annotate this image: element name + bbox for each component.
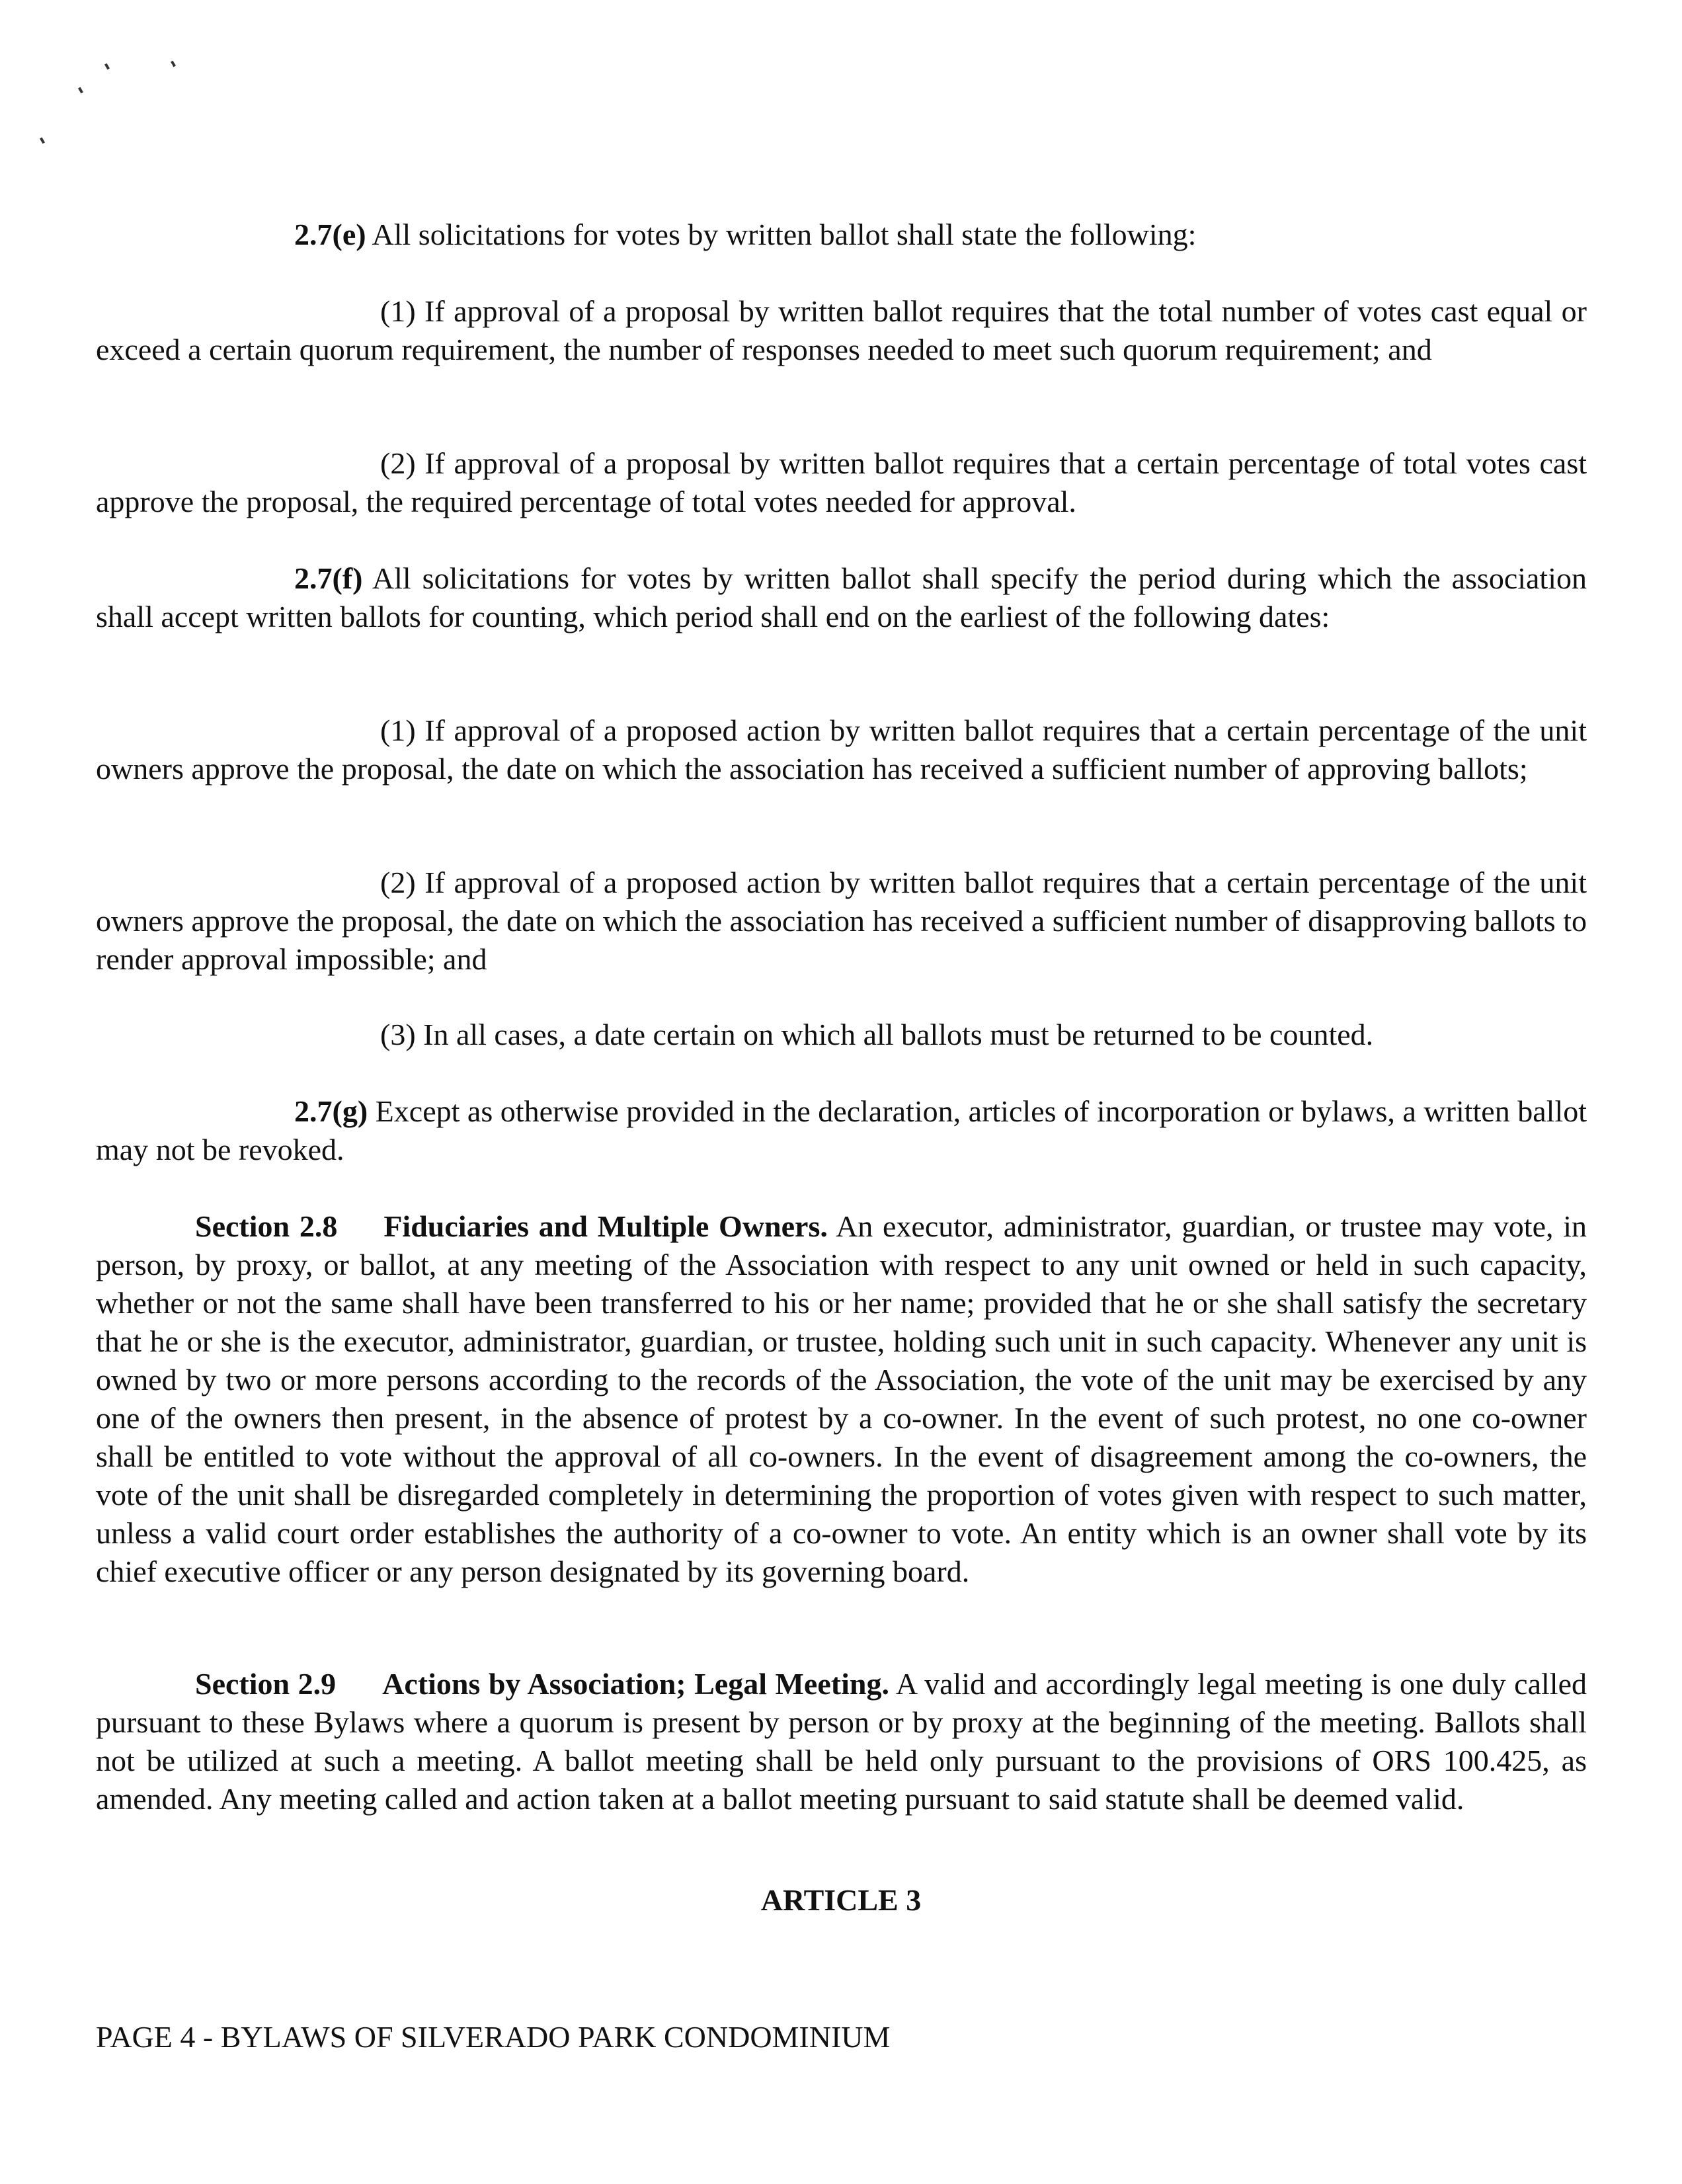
paragraph-2-7g (96, 1092, 1587, 1169)
paragraph-2-7e-2: (2) If approval of a proposal by written ballot requires that a certain percentage of total votes cast approve the proposal, the required percentage of total votes needed for approval. (96, 446, 1587, 518)
section-title: Fiduciaries and Multiple Owners. (383, 1209, 828, 1243)
section-text: An executor, administrator, guardian, or trustee may vote, in person, by proxy, or ballot, at any meeting of the Association with respect to any unit owned or held in such capacity, whether or not the same shall have been transferred to his or her name; provided that he or she shall satisfy the secretary that he or she is the executor, administrator, guardian, or trustee, holding such unit in such capacity. Whenever any unit is owned by two or more persons according to the records of the Association, the vote of the unit may be exercised by any one of the owners then present, in the absence of protest by a co-owner. In the event of such protest, no one co-owner shall be entitled to vote without the approval of all co-owners. In the event of disagreement among the co-owners, the vote of the unit shall be disregarded completely in determining the proportion of votes given with respect to such matter, unless a valid court order establishes the authority of a co-owner to vote. An entity which is an owner shall vote by its chief executive officer or any person designated by its governing board. (96, 1209, 1587, 1588)
clause-text: All solicitations for votes by written ballot shall specify the period during which the association shall accept written ballots for counting, which period shall end on the earliest of the following dates: (96, 561, 1587, 633)
section-label: Section 2.8 (195, 1209, 338, 1243)
section-text: A valid and accordingly legal meeting is one duly called pursuant to these Bylaws where a quorum is present by person or by proxy at the beginning of the meeting. Ballots shall not be utilized at such a meeting. A ballot meeting shall be held only pursuant to the provisions of ORS 100.425, as amended. Any meeting called and action taken at a ballot meeting pursuant to said statute shall be deemed valid. (96, 1667, 1587, 1816)
scan-speck (171, 61, 176, 67)
section-2-9 (96, 1665, 1587, 1818)
clause-text: Except as otherwise provided in the declaration, articles of incorporation or bylaws, a written ballot may not be revoked. (96, 1094, 1587, 1166)
article-heading: ARTICLE 3 (760, 1883, 922, 1917)
clause-number: 2.7(e) (294, 218, 366, 251)
paragraph-2-7f-1: (1) If approval of a proposed action by written ballot requires that a certain percentage of the unit owners approve the proposal, the date on which the association has received a sufficient number of approving ballots; (96, 713, 1587, 786)
clause-number: 2.7(f) (294, 561, 363, 595)
clause-text: All solicitations for votes by written ballot shall state the following: (366, 218, 1197, 251)
section-2-8 (96, 1207, 1587, 1591)
paragraph-2-7f (96, 559, 1587, 636)
page-footer: PAGE 4 - BYLAWS OF SILVERADO PARK CONDOMINIUM (96, 2020, 891, 2054)
paragraph-2-7e-1: (1) If approval of a proposal by written ballot requires that the total number of votes cast equal or exceed a certain quorum requirement, the number of responses needed to meet such quorum requirement; and (96, 294, 1587, 366)
scan-speck (78, 87, 83, 94)
clause-number: 2.7(g) (294, 1094, 368, 1128)
section-title: Actions by Association; Legal Meeting. (382, 1667, 889, 1701)
paragraph-2-7f-2: (2) If approval of a proposed action by written ballot requires that a certain percentage of the unit owners approve the proposal, the date on which the association has received a sufficient number of disapproving ballots to render approval impossible; and (96, 866, 1587, 976)
scan-speck (104, 63, 110, 70)
section-label: Section 2.9 (195, 1667, 337, 1701)
paragraph-2-7e (96, 216, 1587, 254)
scan-speck (40, 138, 45, 144)
paragraph-2-7f-3: (3) In all cases, a date certain on which all ballots must be returned to be counted. (380, 1018, 1374, 1051)
